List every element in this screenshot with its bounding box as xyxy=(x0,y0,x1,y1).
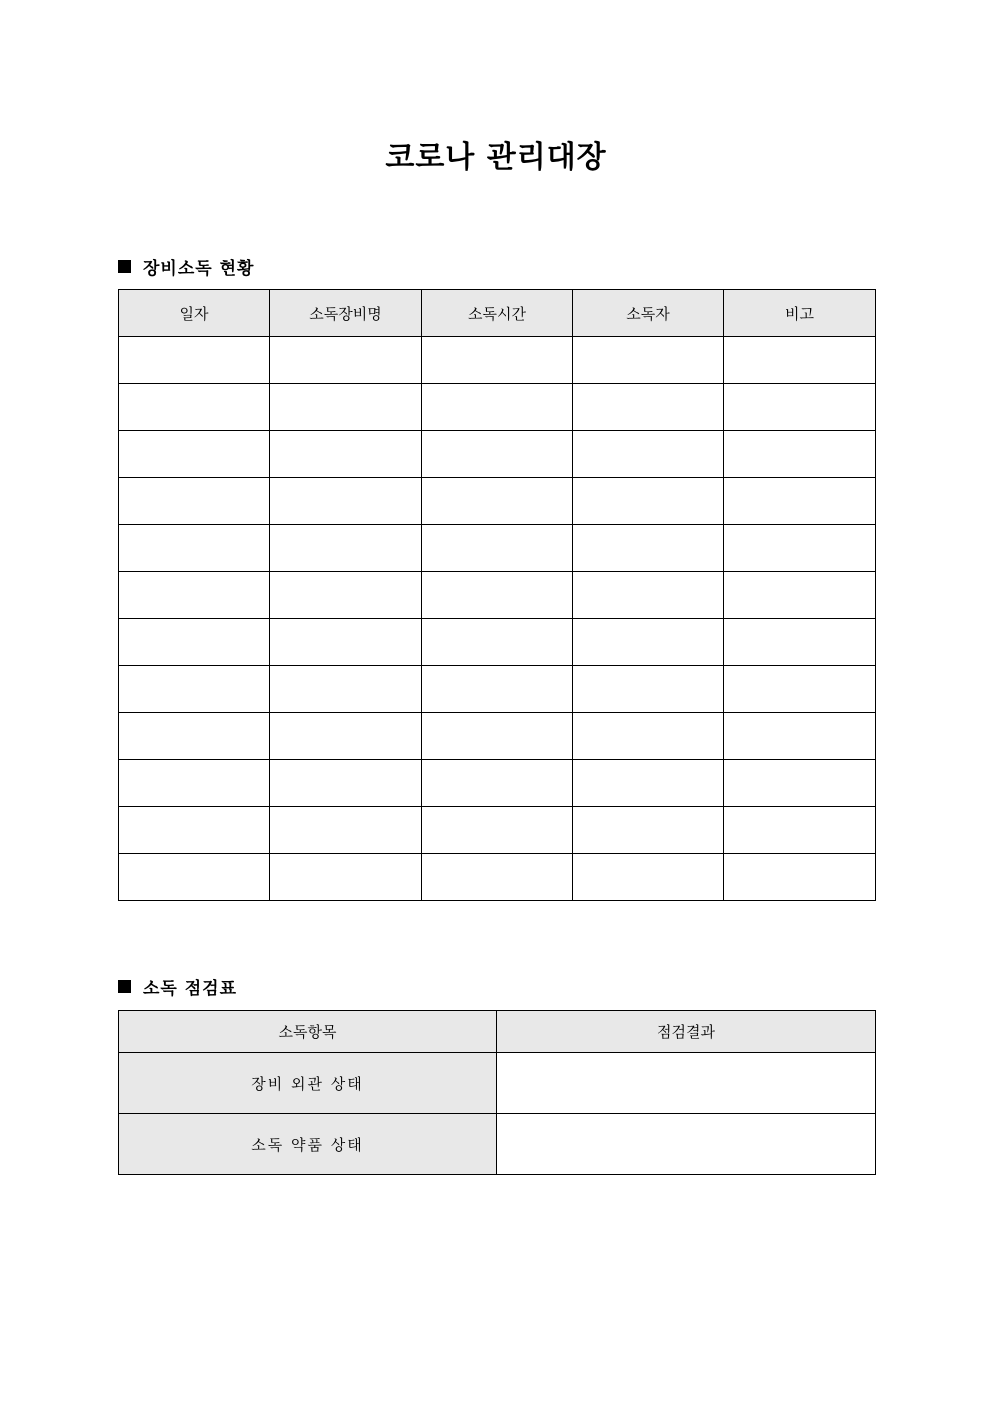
column-header-person: 소독자 xyxy=(573,290,724,337)
cell-date[interactable] xyxy=(119,807,270,854)
cell-time[interactable] xyxy=(422,572,573,619)
cell-time[interactable] xyxy=(422,666,573,713)
table-row xyxy=(119,337,876,384)
cell-note[interactable] xyxy=(724,619,876,666)
table-row xyxy=(119,1053,876,1114)
cell-person[interactable] xyxy=(573,666,724,713)
cell-note[interactable] xyxy=(724,525,876,572)
column-header-date: 일자 xyxy=(119,290,270,337)
cell-note[interactable] xyxy=(724,760,876,807)
cell-person[interactable] xyxy=(573,572,724,619)
column-header-note: 비고 xyxy=(724,290,876,337)
table-row xyxy=(119,713,876,760)
cell-note[interactable] xyxy=(724,572,876,619)
table-row xyxy=(119,1114,876,1175)
cell-equipment[interactable] xyxy=(270,337,422,384)
table-row xyxy=(119,619,876,666)
cell-time[interactable] xyxy=(422,478,573,525)
square-bullet-icon xyxy=(118,980,131,993)
cell-person[interactable] xyxy=(573,384,724,431)
checklist-item: 소독 약품 상태 xyxy=(119,1114,497,1175)
cell-person[interactable] xyxy=(573,713,724,760)
cell-equipment[interactable] xyxy=(270,854,422,901)
cell-note[interactable] xyxy=(724,478,876,525)
page-title: 코로나 관리대장 xyxy=(385,140,607,175)
cell-note[interactable] xyxy=(724,431,876,478)
disinfection-checklist-table xyxy=(118,1010,876,1175)
cell-equipment[interactable] xyxy=(270,384,422,431)
cell-equipment[interactable] xyxy=(270,572,422,619)
cell-date[interactable] xyxy=(119,525,270,572)
cell-equipment[interactable] xyxy=(270,666,422,713)
table-row xyxy=(119,431,876,478)
cell-note[interactable] xyxy=(724,807,876,854)
cell-note[interactable] xyxy=(724,384,876,431)
cell-date[interactable] xyxy=(119,760,270,807)
checklist-result-cell[interactable] xyxy=(497,1114,876,1175)
cell-time[interactable] xyxy=(422,431,573,478)
cell-time[interactable] xyxy=(422,337,573,384)
section-label: 장비소독 현황 xyxy=(143,259,255,279)
cell-date[interactable] xyxy=(119,478,270,525)
table-row xyxy=(119,478,876,525)
cell-date[interactable] xyxy=(119,572,270,619)
cell-time[interactable] xyxy=(422,525,573,572)
cell-date[interactable] xyxy=(119,666,270,713)
cell-person[interactable] xyxy=(573,337,724,384)
cell-time[interactable] xyxy=(422,807,573,854)
cell-time[interactable] xyxy=(422,854,573,901)
table-row xyxy=(119,572,876,619)
cell-date[interactable] xyxy=(119,431,270,478)
table-header-row xyxy=(119,1011,876,1053)
cell-person[interactable] xyxy=(573,478,724,525)
cell-time[interactable] xyxy=(422,760,573,807)
cell-person[interactable] xyxy=(573,807,724,854)
cell-person[interactable] xyxy=(573,619,724,666)
cell-equipment[interactable] xyxy=(270,713,422,760)
table-row xyxy=(119,666,876,713)
table-row xyxy=(119,384,876,431)
checklist-item: 장비 외관 상태 xyxy=(119,1053,497,1114)
cell-date[interactable] xyxy=(119,619,270,666)
section-label: 소독 점검표 xyxy=(143,979,238,999)
square-bullet-icon xyxy=(118,260,131,273)
cell-person[interactable] xyxy=(573,760,724,807)
cell-note[interactable] xyxy=(724,854,876,901)
cell-time[interactable] xyxy=(422,713,573,760)
cell-date[interactable] xyxy=(119,384,270,431)
section-title-disinfection-checklist xyxy=(118,974,237,999)
cell-equipment[interactable] xyxy=(270,807,422,854)
table-row xyxy=(119,760,876,807)
section-title-disinfection-status xyxy=(118,254,254,279)
column-header-item: 소독항목 xyxy=(119,1011,497,1053)
cell-person[interactable] xyxy=(573,431,724,478)
cell-date[interactable] xyxy=(119,713,270,760)
table-header-row xyxy=(119,290,876,337)
cell-date[interactable] xyxy=(119,854,270,901)
table-row xyxy=(119,525,876,572)
checklist-result-cell[interactable] xyxy=(497,1053,876,1114)
cell-person[interactable] xyxy=(573,525,724,572)
column-header-time: 소독시간 xyxy=(422,290,573,337)
cell-date[interactable] xyxy=(119,337,270,384)
cell-time[interactable] xyxy=(422,384,573,431)
table-row xyxy=(119,807,876,854)
cell-person[interactable] xyxy=(573,854,724,901)
column-header-result: 점검결과 xyxy=(497,1011,876,1053)
cell-time[interactable] xyxy=(422,619,573,666)
cell-note[interactable] xyxy=(724,337,876,384)
table-row xyxy=(119,854,876,901)
cell-equipment[interactable] xyxy=(270,431,422,478)
cell-note[interactable] xyxy=(724,713,876,760)
cell-note[interactable] xyxy=(724,666,876,713)
cell-equipment[interactable] xyxy=(270,478,422,525)
cell-equipment[interactable] xyxy=(270,525,422,572)
column-header-equipment: 소독장비명 xyxy=(270,290,422,337)
cell-equipment[interactable] xyxy=(270,619,422,666)
disinfection-status-table xyxy=(118,289,876,901)
cell-equipment[interactable] xyxy=(270,760,422,807)
